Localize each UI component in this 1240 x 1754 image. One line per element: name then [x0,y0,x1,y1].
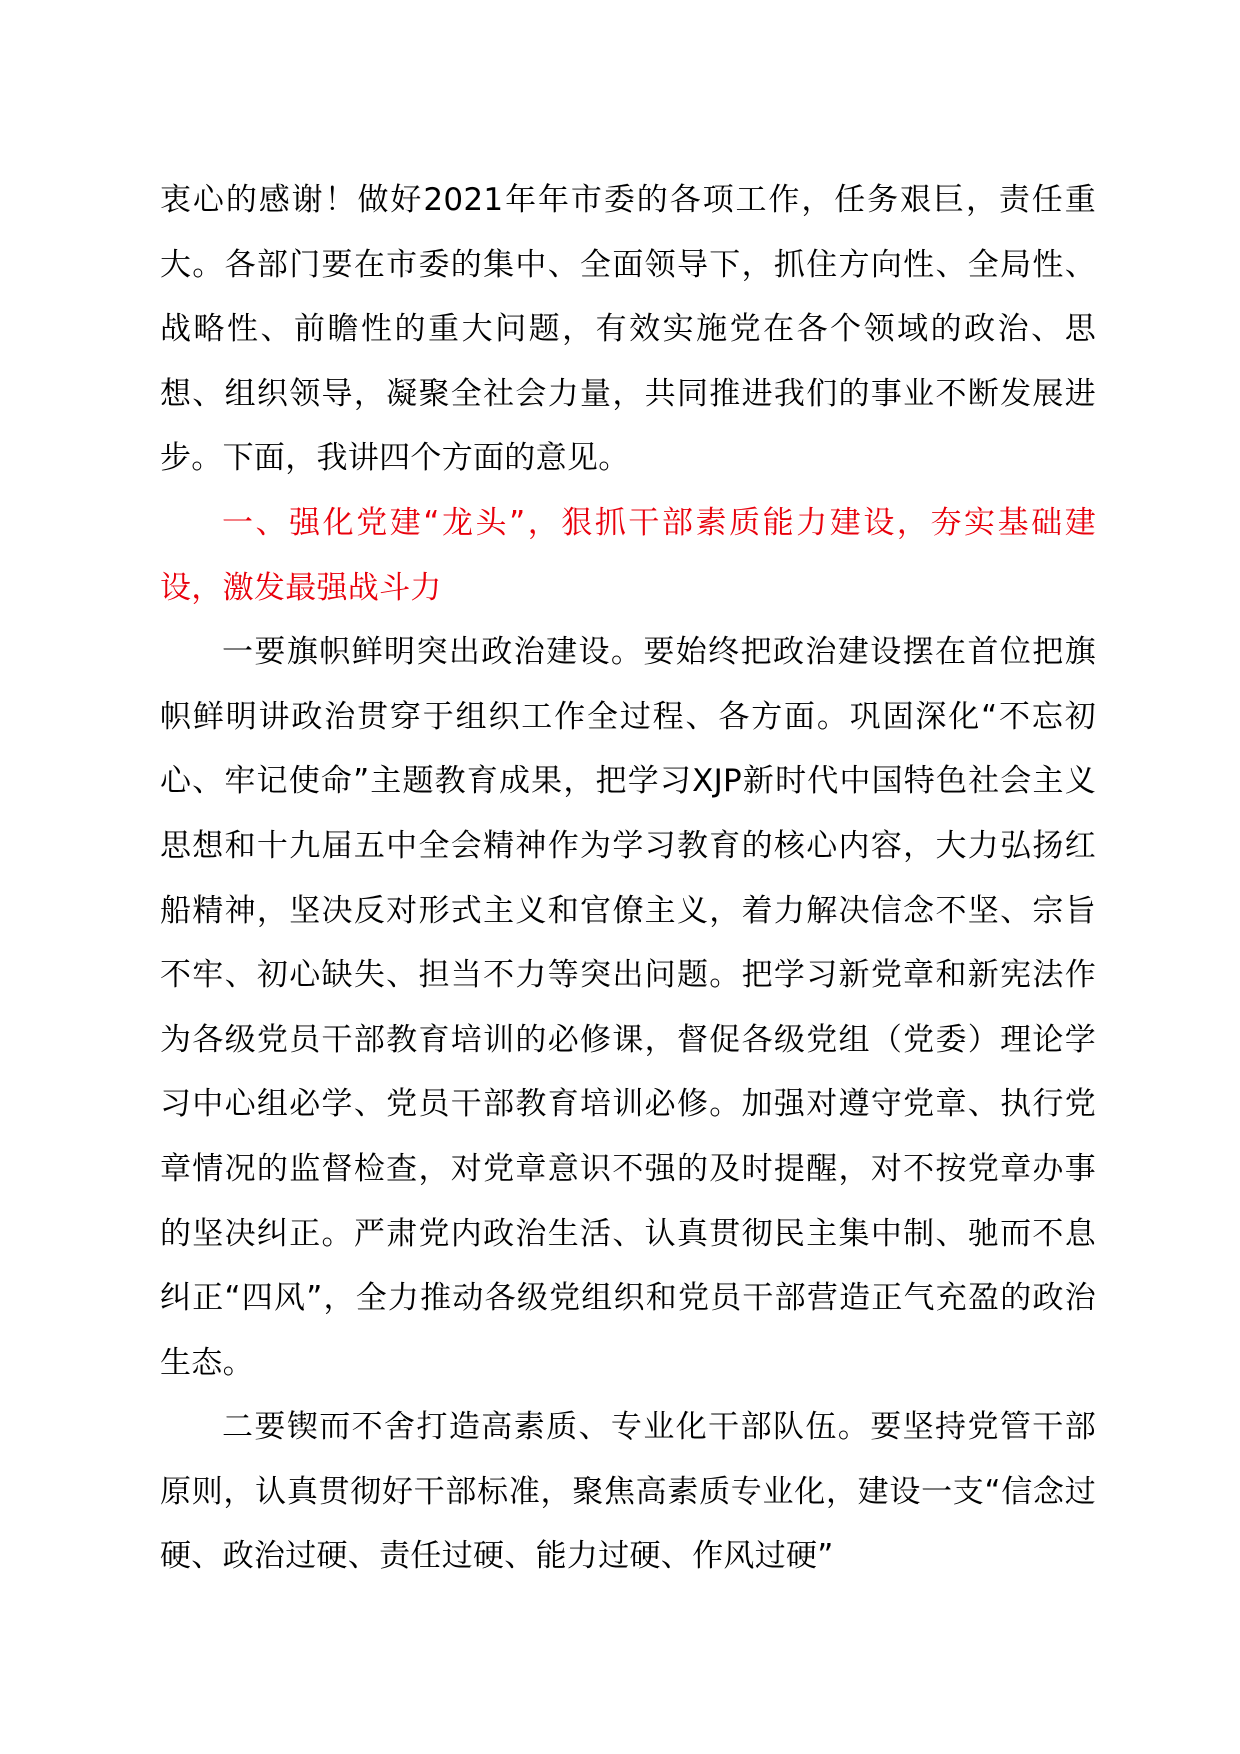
document-body [160,168,1096,1589]
body-paragraph-political-construction: 一要旗帜鲜明突出政治建设。要始终把政治建设摆在首位把旗帜鲜明讲政治贯穿于组织工作全过程、各方面。巩固深化“不忘初心、牢记使命”主题教育成果，把学习XJP新时代中国特色社会主义思想和十九届五中全会精神作为学习教育的核心内容，大力弘扬红船精神，坚决反对形式主义和官僚主义，着力解决信念不坚、宗旨不牢、初心缺失、担当不力等突出问题。把学习新党章和新宪法作为各级党员干部教育培训的必修课，督促各级党组（党委）理论学习中心组必学、党员干部教育培训必修。加强对遵守党章、执行党章情况的监督检查，对党章意识不强的及时提醒，对不按党章办事的坚决纠正。严肃党内政治生活、认真贯彻民主集中制、驰而不息纠正“四风”，全力推动各级党组织和党员干部营造正气充盈的政治生态。 [160,634,1096,1381]
section-heading-one: 一、强化党建“龙头”，狠抓干部素质能力建设，夯实基础建设，激发最强战斗力 [160,504,1096,606]
body-paragraph-cadre-team: 二要锲而不舍打造高素质、专业化干部队伍。要坚持党管干部原则，认真贯彻好干部标准，聚焦高素质专业化，建设一支“信念过硬、政治过硬、责任过硬、能力过硬、作风过硬” [160,1409,1096,1575]
body-paragraph-intro: 衷心的感谢！做好2021年年市委的各项工作，任务艰巨，责任重大。各部门要在市委的集中、全面领导下，抓住方向性、全局性、战略性、前瞻性的重大问题，有效实施党在各个领域的政治、思想、组织领导，凝聚全社会力量，共同推进我们的事业不断发展进步。下面，我讲四个方面的意见。 [160,182,1096,477]
